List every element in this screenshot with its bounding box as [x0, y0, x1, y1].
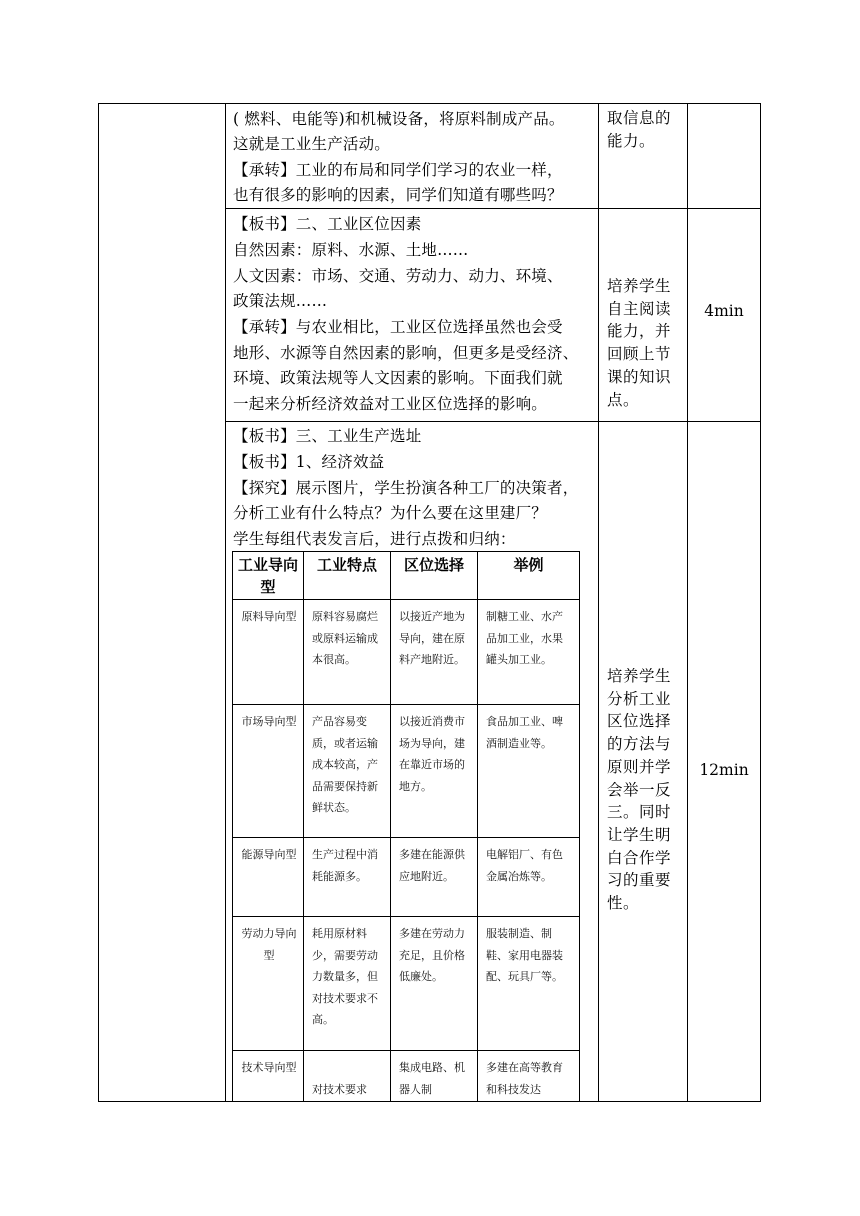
- header-cell: 举例: [478, 552, 580, 600]
- table-cell: 技术导向型: [233, 1051, 304, 1102]
- industry-orientation-table: [232, 551, 580, 1102]
- table-cell: 对技术要求: [304, 1051, 391, 1102]
- row3-time: 12min: [699, 761, 749, 779]
- table-row: [233, 1051, 580, 1102]
- column-divider: [687, 104, 688, 1101]
- table-cell: 以接近消费市场为导向，建在靠近市场的地方。: [391, 705, 478, 838]
- paragraph-line: 【承转】工业的布局和同学们学习的农业一样，: [233, 161, 563, 179]
- table-row: [233, 917, 580, 1051]
- paragraph-line: 一起来分析经济效益对工业区位选择的影响。: [233, 395, 548, 413]
- header-cell: 工业导向型: [233, 552, 304, 600]
- paragraph-line: 人文因素：市场、交通、劳动力、动力、环境、: [233, 267, 563, 285]
- paragraph-line: 【板书】三、工业生产选址: [233, 427, 422, 445]
- paragraph-line: 【承转】与农业相比，工业区位选择虽然也会受: [233, 318, 563, 336]
- table-cell: 制糖工业、水产品加工业，水果罐头加工业。: [478, 600, 580, 705]
- row3-objective: 培养学生分析工业区位选择的方法与原则并学会举一反三。同时让学生明白合作学习的重要性。: [607, 667, 672, 913]
- paragraph-line: 【板书】1、经济效益: [233, 453, 385, 471]
- table-row: [233, 705, 580, 838]
- paragraph-line: 【板书】二、工业区位因素: [233, 215, 422, 233]
- paragraph-line: 分析工业有什么特点？为什么要在这里建厂？: [233, 504, 548, 522]
- row-divider: [225, 421, 760, 422]
- table-cell: 市场导向型: [233, 705, 304, 838]
- paragraph-line: 政策法规……: [233, 292, 328, 310]
- header-cell: 区位选择: [391, 552, 478, 600]
- table-cell: 原料导向型: [233, 600, 304, 705]
- table-cell: 能源导向型: [233, 838, 304, 917]
- table-cell: 原料容易腐烂或原料运输成本很高。: [304, 600, 391, 705]
- table-cell: 多建在能源供应地附近。: [391, 838, 478, 917]
- row2-time: 4min: [704, 302, 744, 320]
- table-cell: 多建在高等教育和科技发达: [478, 1051, 580, 1102]
- table-cell: 集成电路、机器人制: [391, 1051, 478, 1102]
- table-cell: 食品加工业、啤酒制造业等。: [478, 705, 580, 838]
- table-row: [233, 600, 580, 705]
- table-cell: 产品容易变质，或者运输成本较高，产品需要保持新鲜状态。: [304, 705, 391, 838]
- table-row: [233, 838, 580, 917]
- row2-objective: 培养学生自主阅读能力，并回顾上节课的知识点。: [607, 277, 672, 409]
- table-header-row: [233, 552, 580, 600]
- header-cell: 工业特点: [304, 552, 391, 600]
- table-cell: 多建在劳动力充足，且价格低廉处。: [391, 917, 478, 1051]
- paragraph-line: 【探究】展示图片，学生扮演各种工厂的决策者，: [233, 479, 579, 497]
- paragraph-line: ( 燃料、电能等)和机械设备，将原料制成产品。: [233, 110, 565, 128]
- paragraph-line: 也有很多的影响的因素，同学们知道有哪些吗？: [233, 186, 563, 204]
- paragraph-line: 学生每组代表发言后，进行点拨和归纳：: [233, 530, 516, 548]
- table-cell: 劳动力导向型: [233, 917, 304, 1051]
- column-divider: [598, 104, 599, 1101]
- paragraph-line: 自然因素：原料、水源、土地……: [233, 241, 469, 259]
- row1-objective: 取信息的能力。: [607, 109, 672, 150]
- table-cell: 以接近产地为导向，建在原料产地附近。: [391, 600, 478, 705]
- paragraph-line: 环境、政策法规等人文因素的影响。下面我们就: [233, 369, 563, 387]
- paragraph-line: 这就是工业生产活动。: [233, 135, 391, 153]
- paragraph-line: 地形、水源等自然因素的影响，但更多是受经济、: [233, 344, 579, 362]
- table-cell: 生产过程中消耗能源多。: [304, 838, 391, 917]
- column-divider: [225, 104, 226, 1101]
- table-cell: 服装制造、制鞋、家用电器装配、玩具厂等。: [478, 917, 580, 1051]
- table-cell: 电解铝厂、有色金属冶炼等。: [478, 838, 580, 917]
- table-cell: 耗用原材料少，需要劳动力数量多，但对技术要求不高。: [304, 917, 391, 1051]
